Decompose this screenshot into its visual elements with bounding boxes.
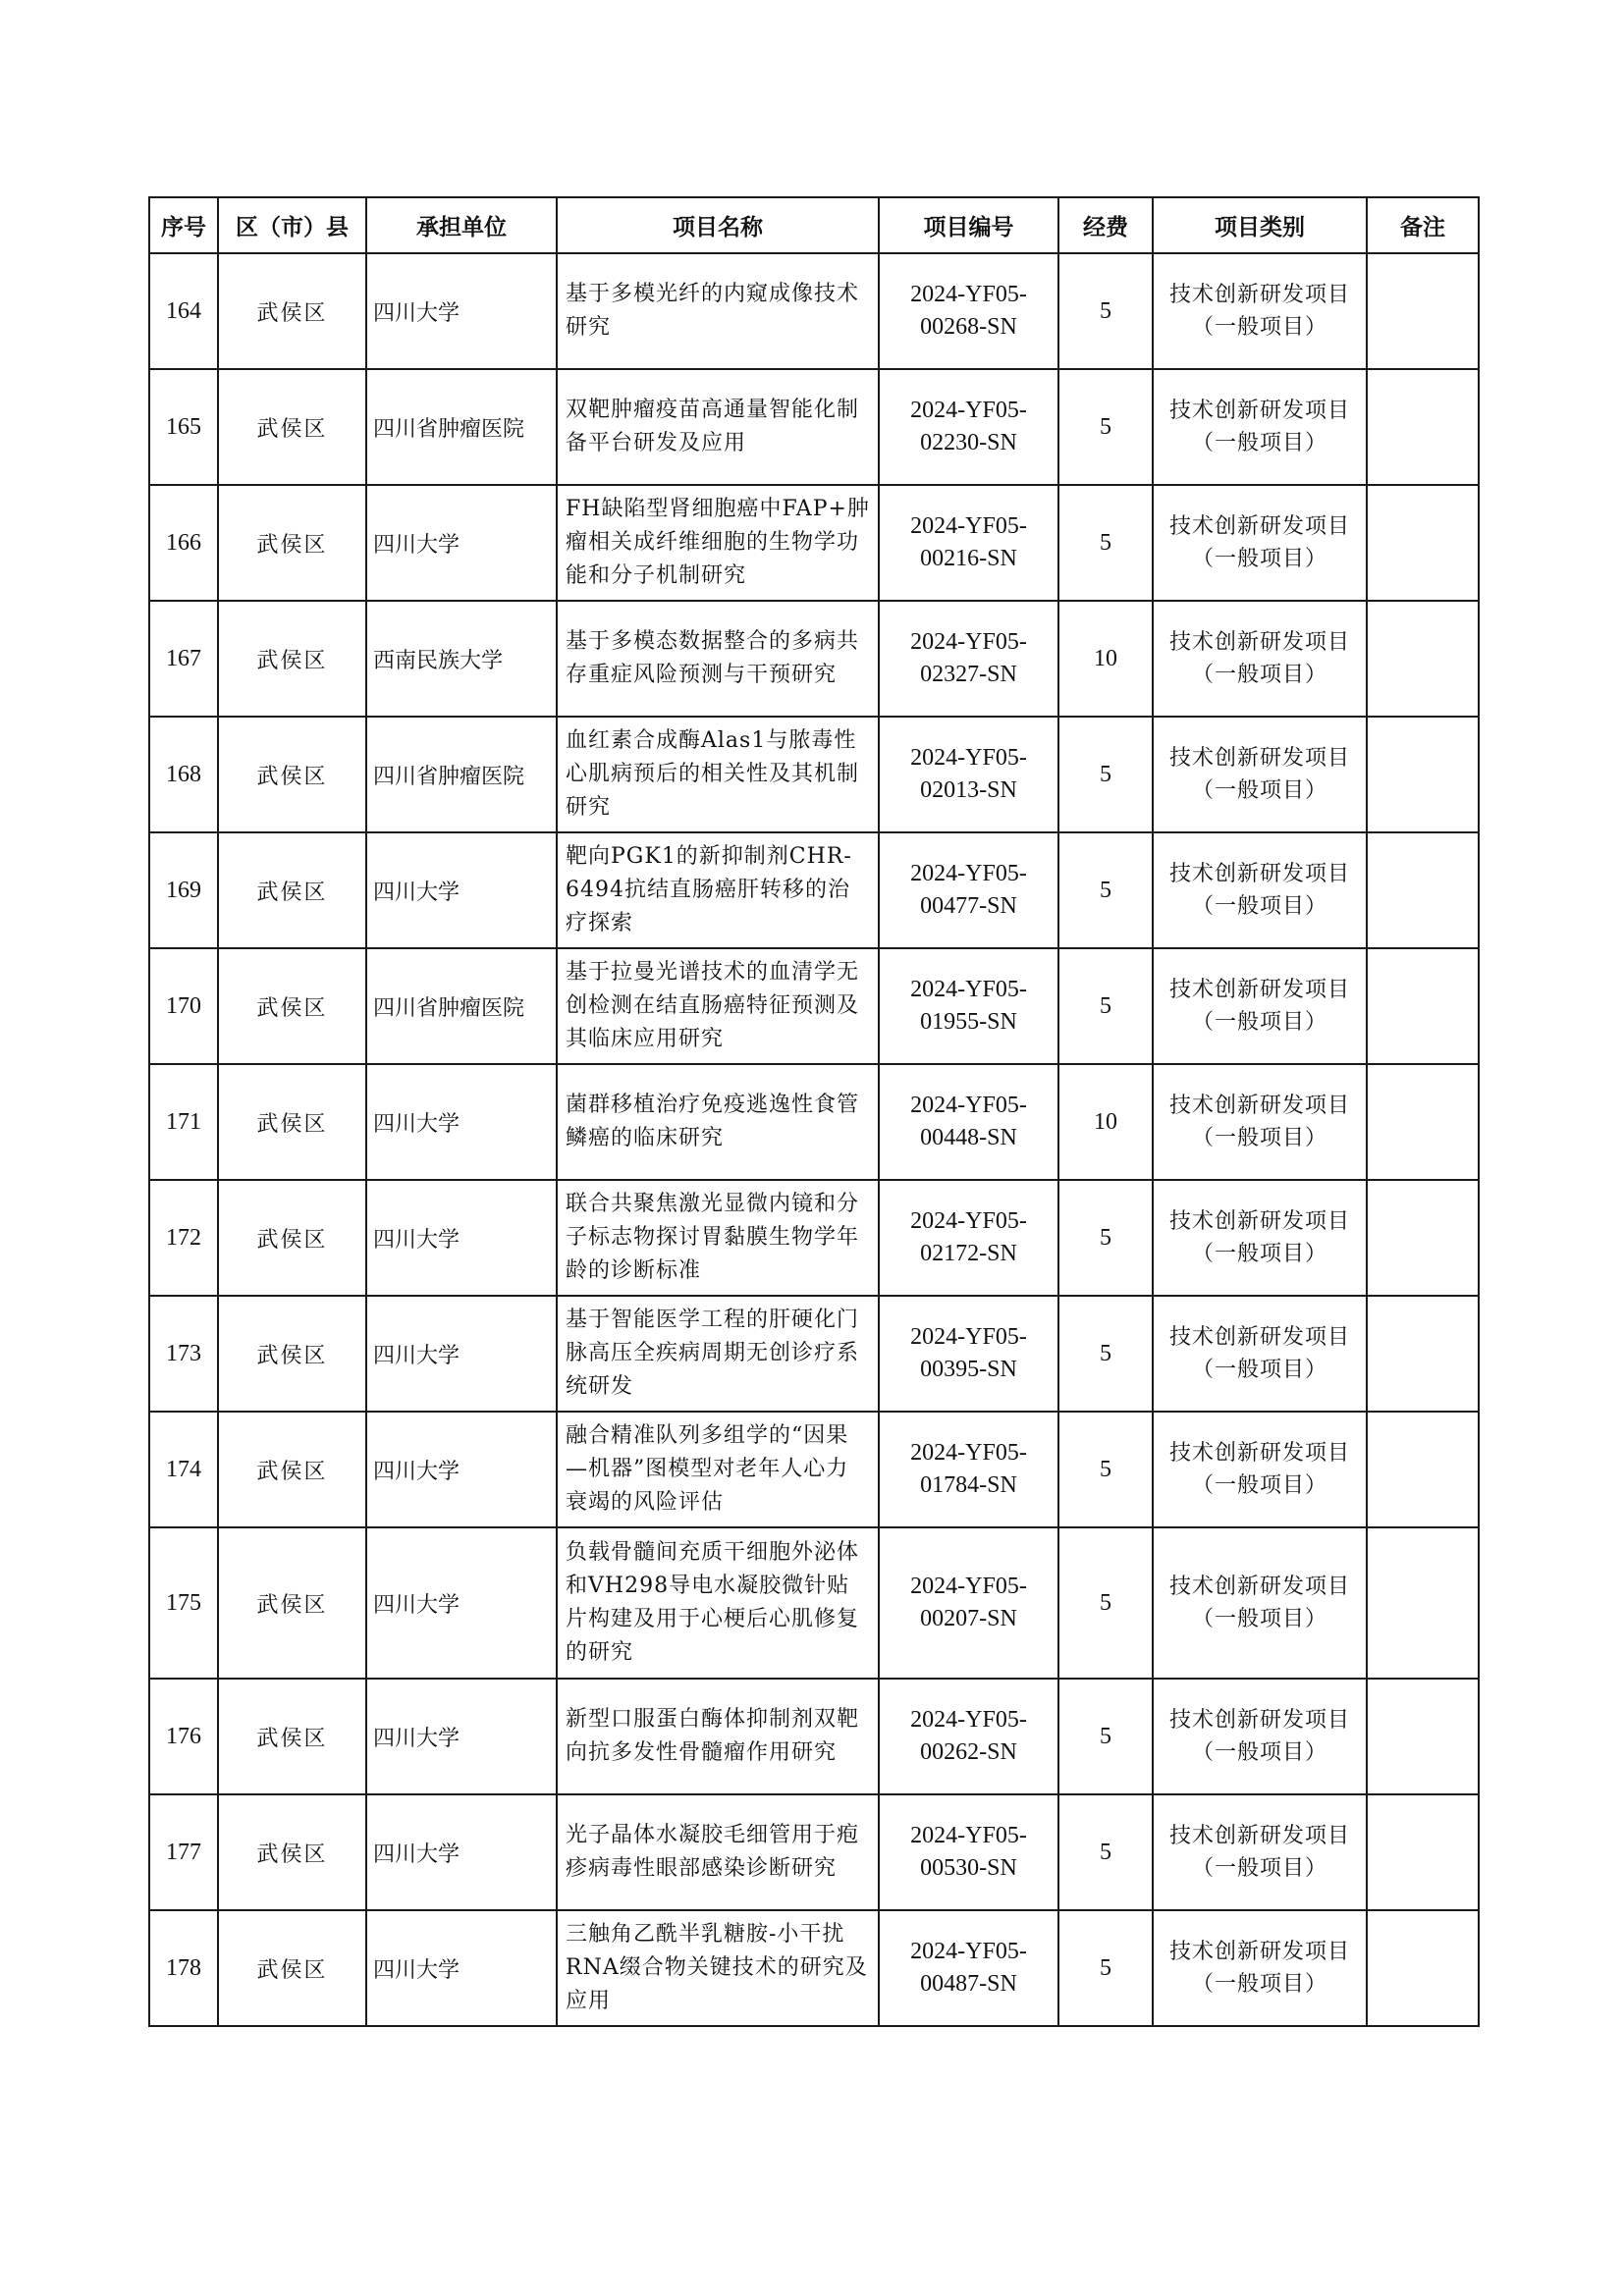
row-district: 武侯区 <box>218 485 366 601</box>
category-line-2: （一般项目） <box>1191 1242 1327 1266</box>
row-funding: 5 <box>1058 1794 1153 1910</box>
code-line-2: 01955-SN <box>920 1009 1017 1035</box>
category-line-1: 技术创新研发项目 <box>1168 1940 1350 1964</box>
category-line-1: 技术创新研发项目 <box>1168 1094 1350 1118</box>
category-line-2: （一般项目） <box>1191 894 1327 919</box>
row-project-code <box>879 1064 1058 1180</box>
code-line-2: 00487-SN <box>920 1971 1017 1997</box>
category-line-2: （一般项目） <box>1191 1358 1327 1382</box>
code-line-2: 02327-SN <box>920 662 1017 687</box>
row-remark <box>1367 485 1479 601</box>
row-category <box>1153 485 1367 601</box>
row-project-name: 菌群移植治疗免疫逃逸性食管鳞癌的临床研究 <box>557 1064 879 1180</box>
row-project-code <box>879 832 1058 948</box>
project-table <box>148 196 1480 2027</box>
row-category <box>1153 948 1367 1064</box>
row-funding: 10 <box>1058 601 1153 717</box>
row-project-name: 光子晶体水凝胶毛细管用于疱疹病毒性眼部感染诊断研究 <box>557 1794 879 1910</box>
row-category <box>1153 717 1367 832</box>
row-district: 武侯区 <box>218 1679 366 1794</box>
header-no: 序号 <box>149 197 218 253</box>
row-no: 167 <box>149 601 218 717</box>
row-category <box>1153 1296 1367 1412</box>
row-unit: 四川大学 <box>366 1296 557 1412</box>
category-line-2: （一般项目） <box>1191 1473 1327 1498</box>
category-line-1: 技术创新研发项目 <box>1168 1708 1350 1733</box>
row-unit: 四川大学 <box>366 1064 557 1180</box>
row-project-code <box>879 1794 1058 1910</box>
table-row <box>149 253 1479 369</box>
row-unit: 四川大学 <box>366 253 557 369</box>
row-remark <box>1367 948 1479 1064</box>
row-district: 武侯区 <box>218 1794 366 1910</box>
table-row <box>149 1180 1479 1296</box>
row-remark <box>1367 601 1479 717</box>
row-no: 165 <box>149 369 218 485</box>
table-row <box>149 1412 1479 1527</box>
table-row <box>149 1296 1479 1412</box>
row-district: 武侯区 <box>218 832 366 948</box>
category-line-1: 技术创新研发项目 <box>1168 514 1350 539</box>
row-unit: 四川大学 <box>366 485 557 601</box>
row-unit: 四川大学 <box>366 1679 557 1794</box>
row-unit: 西南民族大学 <box>366 601 557 717</box>
category-line-1: 技术创新研发项目 <box>1168 1824 1350 1848</box>
table-row <box>149 1910 1479 2026</box>
row-unit: 四川大学 <box>366 1910 557 2026</box>
row-funding: 5 <box>1058 1527 1153 1679</box>
table-row <box>149 948 1479 1064</box>
category-line-1: 技术创新研发项目 <box>1168 399 1350 423</box>
row-remark <box>1367 1794 1479 1910</box>
category-line-2: （一般项目） <box>1191 547 1327 571</box>
code-line-1: 2024-YF05- <box>910 398 1027 423</box>
row-project-code <box>879 485 1058 601</box>
row-category <box>1153 1910 1367 2026</box>
table-row <box>149 1064 1479 1180</box>
row-project-code <box>879 948 1058 1064</box>
row-remark <box>1367 832 1479 948</box>
row-project-name: 新型口服蛋白酶体抑制剂双靶向抗多发性骨髓瘤作用研究 <box>557 1679 879 1794</box>
header-project-code: 项目编号 <box>879 197 1058 253</box>
row-project-name: 靶向PGK1的新抑制剂CHR-6494抗结直肠癌肝转移的治疗探索 <box>557 832 879 948</box>
row-funding: 5 <box>1058 1679 1153 1794</box>
row-funding: 5 <box>1058 485 1153 601</box>
row-project-code <box>879 1180 1058 1296</box>
code-line-1: 2024-YF05- <box>910 977 1027 1002</box>
code-line-1: 2024-YF05- <box>910 1208 1027 1234</box>
row-project-name: 基于智能医学工程的肝硬化门脉高压全疾病周期无创诊疗系统研发 <box>557 1296 879 1412</box>
row-no: 169 <box>149 832 218 948</box>
row-district: 武侯区 <box>218 717 366 832</box>
row-project-code <box>879 717 1058 832</box>
row-funding: 5 <box>1058 717 1153 832</box>
row-no: 178 <box>149 1910 218 2026</box>
category-line-2: （一般项目） <box>1191 431 1327 455</box>
category-line-2: （一般项目） <box>1191 1740 1327 1765</box>
row-category <box>1153 1527 1367 1679</box>
row-funding: 5 <box>1058 1910 1153 2026</box>
row-district: 武侯区 <box>218 601 366 717</box>
row-district: 武侯区 <box>218 1296 366 1412</box>
code-line-2: 00395-SN <box>920 1357 1017 1382</box>
code-line-2: 00207-SN <box>920 1606 1017 1631</box>
row-category <box>1153 253 1367 369</box>
code-line-1: 2024-YF05- <box>910 1324 1027 1350</box>
code-line-1: 2024-YF05- <box>910 629 1027 655</box>
row-project-code <box>879 1412 1058 1527</box>
row-category <box>1153 1679 1367 1794</box>
code-line-1: 2024-YF05- <box>910 1440 1027 1466</box>
category-line-2: （一般项目） <box>1191 315 1327 340</box>
table-row <box>149 1527 1479 1679</box>
code-line-1: 2024-YF05- <box>910 1093 1027 1118</box>
table-row <box>149 832 1479 948</box>
table-row <box>149 717 1479 832</box>
row-district: 武侯区 <box>218 948 366 1064</box>
category-line-1: 技术创新研发项目 <box>1168 746 1350 771</box>
code-line-1: 2024-YF05- <box>910 1823 1027 1848</box>
row-remark <box>1367 1412 1479 1527</box>
row-remark <box>1367 1064 1479 1180</box>
row-funding: 5 <box>1058 253 1153 369</box>
category-line-2: （一般项目） <box>1191 1607 1327 1631</box>
row-project-code <box>879 1679 1058 1794</box>
code-line-1: 2024-YF05- <box>910 282 1027 307</box>
row-district: 武侯区 <box>218 1527 366 1679</box>
row-project-name: 双靶肿瘤疫苗高通量智能化制备平台研发及应用 <box>557 369 879 485</box>
header-funding: 经费 <box>1058 197 1153 253</box>
row-no: 171 <box>149 1064 218 1180</box>
row-funding: 5 <box>1058 1296 1153 1412</box>
row-project-name: 融合精准队列多组学的“因果—机器”图模型对老年人心力衰竭的风险评估 <box>557 1412 879 1527</box>
row-funding: 5 <box>1058 948 1153 1064</box>
row-unit: 四川省肿瘤医院 <box>366 948 557 1064</box>
row-no: 175 <box>149 1527 218 1679</box>
row-project-name: 三触角乙酰半乳糖胺-小干扰RNA缀合物关键技术的研究及应用 <box>557 1910 879 2026</box>
category-line-2: （一般项目） <box>1191 1126 1327 1150</box>
code-line-2: 00268-SN <box>920 314 1017 340</box>
row-remark <box>1367 369 1479 485</box>
row-project-code <box>879 1296 1058 1412</box>
row-unit: 四川大学 <box>366 1794 557 1910</box>
code-line-2: 01784-SN <box>920 1472 1017 1498</box>
header-district: 区（市）县 <box>218 197 366 253</box>
row-funding: 5 <box>1058 369 1153 485</box>
table-row <box>149 1794 1479 1910</box>
row-project-name: 基于多模光纤的内窥成像技术研究 <box>557 253 879 369</box>
table-header-row <box>149 197 1479 253</box>
row-category <box>1153 1412 1367 1527</box>
row-no: 164 <box>149 253 218 369</box>
row-funding: 10 <box>1058 1064 1153 1180</box>
row-district: 武侯区 <box>218 253 366 369</box>
table-row <box>149 601 1479 717</box>
row-remark <box>1367 1910 1479 2026</box>
row-project-code <box>879 369 1058 485</box>
row-no: 174 <box>149 1412 218 1527</box>
category-line-2: （一般项目） <box>1191 1856 1327 1881</box>
row-project-code <box>879 1910 1058 2026</box>
code-line-2: 00530-SN <box>920 1855 1017 1881</box>
row-category <box>1153 369 1367 485</box>
row-remark <box>1367 1296 1479 1412</box>
category-line-1: 技术创新研发项目 <box>1168 630 1350 655</box>
code-line-2: 02172-SN <box>920 1241 1017 1266</box>
row-unit: 四川大学 <box>366 1180 557 1296</box>
row-project-name: 血红素合成酶Alas1与脓毒性心肌病预后的相关性及其机制研究 <box>557 717 879 832</box>
row-category <box>1153 832 1367 948</box>
row-district: 武侯区 <box>218 1412 366 1527</box>
row-no: 166 <box>149 485 218 601</box>
row-unit: 四川省肿瘤医院 <box>366 717 557 832</box>
header-unit: 承担单位 <box>366 197 557 253</box>
header-remark: 备注 <box>1367 197 1479 253</box>
row-unit: 四川大学 <box>366 832 557 948</box>
row-funding: 5 <box>1058 1412 1153 1527</box>
row-unit: 四川省肿瘤医院 <box>366 369 557 485</box>
code-line-2: 00216-SN <box>920 546 1017 571</box>
code-line-1: 2024-YF05- <box>910 1707 1027 1733</box>
row-district: 武侯区 <box>218 1180 366 1296</box>
code-line-2: 00448-SN <box>920 1125 1017 1150</box>
row-district: 武侯区 <box>218 1064 366 1180</box>
row-project-name: 基于拉曼光谱技术的血清学无创检测在结直肠癌特征预测及其临床应用研究 <box>557 948 879 1064</box>
category-line-1: 技术创新研发项目 <box>1168 1209 1350 1234</box>
category-line-1: 技术创新研发项目 <box>1168 1325 1350 1350</box>
row-category <box>1153 1794 1367 1910</box>
header-category: 项目类别 <box>1153 197 1367 253</box>
table-row <box>149 485 1479 601</box>
row-no: 168 <box>149 717 218 832</box>
category-line-1: 技术创新研发项目 <box>1168 1441 1350 1466</box>
header-project-name: 项目名称 <box>557 197 879 253</box>
row-category <box>1153 1180 1367 1296</box>
row-district: 武侯区 <box>218 369 366 485</box>
code-line-2: 00477-SN <box>920 893 1017 919</box>
row-remark <box>1367 717 1479 832</box>
row-remark <box>1367 1527 1479 1679</box>
category-line-2: （一般项目） <box>1191 663 1327 687</box>
row-project-name: 基于多模态数据整合的多病共存重症风险预测与干预研究 <box>557 601 879 717</box>
row-remark <box>1367 1180 1479 1296</box>
code-line-1: 2024-YF05- <box>910 861 1027 886</box>
row-remark <box>1367 253 1479 369</box>
row-remark <box>1367 1679 1479 1794</box>
row-project-code <box>879 601 1058 717</box>
row-project-name: FH缺陷型肾细胞癌中FAP+肿瘤相关成纤维细胞的生物学功能和分子机制研究 <box>557 485 879 601</box>
row-no: 172 <box>149 1180 218 1296</box>
row-project-code <box>879 253 1058 369</box>
row-category <box>1153 1064 1367 1180</box>
table-row <box>149 1679 1479 1794</box>
category-line-2: （一般项目） <box>1191 1972 1327 1997</box>
row-funding: 5 <box>1058 832 1153 948</box>
row-funding: 5 <box>1058 1180 1153 1296</box>
row-project-code <box>879 1527 1058 1679</box>
row-no: 176 <box>149 1679 218 1794</box>
code-line-1: 2024-YF05- <box>910 1574 1027 1599</box>
row-no: 170 <box>149 948 218 1064</box>
row-district: 武侯区 <box>218 1910 366 2026</box>
category-line-1: 技术创新研发项目 <box>1168 1575 1350 1599</box>
category-line-1: 技术创新研发项目 <box>1168 978 1350 1002</box>
category-line-1: 技术创新研发项目 <box>1168 862 1350 886</box>
category-line-2: （一般项目） <box>1191 778 1327 803</box>
category-line-1: 技术创新研发项目 <box>1168 283 1350 307</box>
row-category <box>1153 601 1367 717</box>
row-unit: 四川大学 <box>366 1412 557 1527</box>
code-line-1: 2024-YF05- <box>910 1939 1027 1964</box>
code-line-1: 2024-YF05- <box>910 513 1027 539</box>
row-no: 173 <box>149 1296 218 1412</box>
row-project-name: 联合共聚焦激光显微内镜和分子标志物探讨胃黏膜生物学年龄的诊断标准 <box>557 1180 879 1296</box>
row-unit: 四川大学 <box>366 1527 557 1679</box>
category-line-2: （一般项目） <box>1191 1010 1327 1035</box>
row-no: 177 <box>149 1794 218 1910</box>
code-line-2: 00262-SN <box>920 1739 1017 1765</box>
code-line-1: 2024-YF05- <box>910 745 1027 771</box>
code-line-2: 02230-SN <box>920 430 1017 455</box>
table-row <box>149 369 1479 485</box>
code-line-2: 02013-SN <box>920 777 1017 803</box>
row-project-name: 负载骨髓间充质干细胞外泌体和VH298导电水凝胶微针贴片构建及用于心梗后心肌修复的研究 <box>557 1527 879 1679</box>
